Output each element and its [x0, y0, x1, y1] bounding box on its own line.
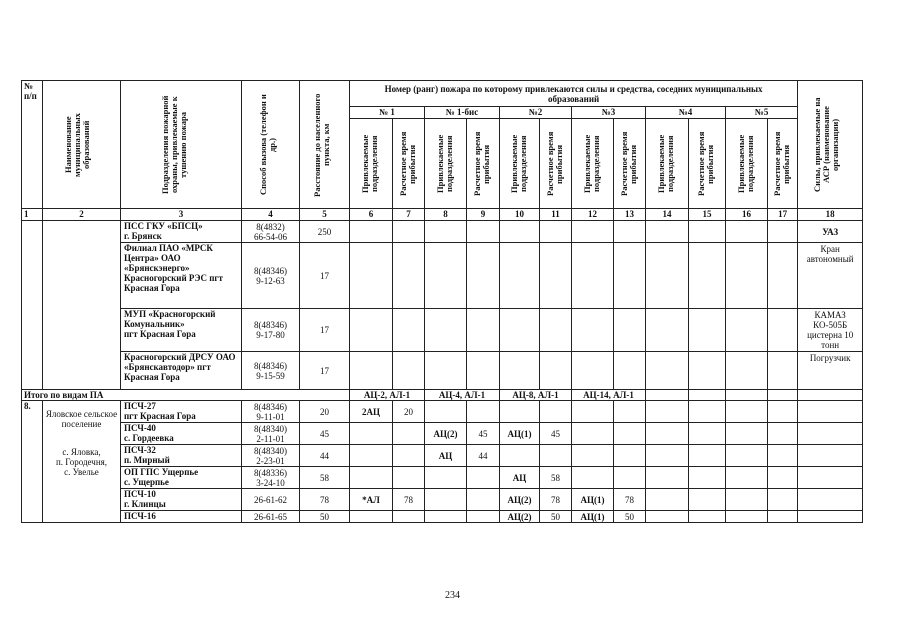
unit-distance: 58	[300, 467, 350, 489]
empty-cell	[393, 352, 425, 390]
empty-cell	[614, 221, 646, 243]
unit-phone: 8(48346) 9-12-63	[242, 243, 300, 309]
empty-cell	[798, 390, 863, 401]
col-number: 1	[22, 209, 43, 221]
header-distance: Расстояние до населенного пункта, км	[300, 81, 350, 209]
empty-cell	[540, 221, 572, 243]
unit-phone: 8(48340) 2-11-01	[242, 423, 300, 445]
header-rank-1bis: № 1-бис	[425, 107, 500, 119]
empty-cell	[726, 445, 768, 467]
time-cell	[540, 445, 572, 467]
totals-rank-2: АЦ-8, АЛ-1	[500, 390, 572, 401]
time-cell: 50	[614, 511, 646, 523]
unit-phone: 26-61-62	[242, 489, 300, 511]
header-sub-time: Расчетное время прибытия	[614, 119, 646, 209]
col-number: 16	[726, 209, 768, 221]
empty-cell	[467, 221, 500, 243]
empty-cell	[768, 489, 798, 511]
time-cell	[540, 401, 572, 423]
unit-name: ОП ГПС Ущерпье с. Ущерпье	[121, 467, 242, 489]
unit-phone: 26-61-65	[242, 511, 300, 523]
empty-cell	[689, 511, 726, 523]
header-units: Подразделения пожарной охраны, привлекаемые к тушению пожара	[121, 81, 242, 209]
unit-distance: 17	[300, 243, 350, 309]
header-municipality: Наименование муниципальных образований	[43, 81, 121, 209]
force-cell	[350, 445, 393, 467]
empty-cell	[726, 511, 768, 523]
empty-cell	[726, 390, 768, 401]
empty-cell	[646, 511, 689, 523]
empty-cell	[500, 243, 540, 309]
time-cell: 45	[540, 423, 572, 445]
empty-cell	[646, 390, 689, 401]
empty-cell	[689, 445, 726, 467]
empty-cell	[540, 309, 572, 352]
col-number: 12	[572, 209, 614, 221]
unit-name: ПСЧ-40 с. Гордеевка	[121, 423, 242, 445]
header-sub-units: Привлекаемые подразделения	[500, 119, 540, 209]
empty-cell	[646, 352, 689, 390]
totals-rank-1bis: АЦ-4, АЛ-1	[425, 390, 500, 401]
settlement-list: с. Яловка, п. Городечня, с. Увелье	[55, 447, 108, 477]
unit-name: ПСЧ-32 п. Мирный	[121, 445, 242, 467]
header-rank-title: Номер (ранг) пожара по которому привлекаются силы и средства, соседних муниципальных образований	[350, 81, 798, 107]
header-rank-5: №5	[726, 107, 798, 119]
col-number: 8	[425, 209, 467, 221]
force-cell: *АЛ	[350, 489, 393, 511]
empty-cell	[614, 352, 646, 390]
header-rank-1: № 1	[350, 107, 425, 119]
empty-cell	[689, 390, 726, 401]
totals-row	[22, 390, 863, 401]
force-cell	[350, 467, 393, 489]
section-8-row	[22, 489, 863, 511]
col-number: 6	[350, 209, 393, 221]
header-rank-3: №3	[572, 107, 646, 119]
header-sub-time: Расчетное время прибытия	[467, 119, 500, 209]
empty-cell	[500, 309, 540, 352]
empty-cell	[689, 243, 726, 309]
unit-distance: 17	[300, 309, 350, 352]
totals-rank-1: АЦ-2, АЛ-1	[350, 390, 425, 401]
header-sub-units: Привлекаемые подразделения	[572, 119, 614, 209]
empty-cell	[646, 309, 689, 352]
header-sub-units: Привлекаемые подразделения	[425, 119, 467, 209]
empty-cell	[467, 352, 500, 390]
col-number: 4	[242, 209, 300, 221]
empty-cell	[689, 467, 726, 489]
force-cell	[350, 511, 393, 523]
force-cell: 2АЦ	[350, 401, 393, 423]
empty-cell	[726, 309, 768, 352]
col-number: 3	[121, 209, 242, 221]
force-cell	[425, 511, 467, 523]
empty-cell	[768, 467, 798, 489]
empty-cell	[425, 221, 467, 243]
unit-phone: 8(48346) 9-15-59	[242, 352, 300, 390]
time-cell: 78	[393, 489, 425, 511]
header-num: № п/п	[22, 81, 43, 209]
support-unit-row	[22, 243, 863, 309]
unit-name: Филиал ПАО «МРСК Центра» ОАО «Брянскэнерго» Красногорский РЭС пгт Красная Гора	[121, 243, 242, 309]
empty-cell	[500, 221, 540, 243]
time-cell	[467, 467, 500, 489]
col-number: 17	[768, 209, 798, 221]
time-cell: 44	[467, 445, 500, 467]
header-rank-2: №2	[500, 107, 572, 119]
empty-cell	[726, 423, 768, 445]
force-cell: АЦ(2)	[500, 511, 540, 523]
force-cell	[572, 467, 614, 489]
empty-cell	[726, 243, 768, 309]
empty-cell	[689, 489, 726, 511]
force-cell: АЦ	[500, 467, 540, 489]
force-cell	[425, 467, 467, 489]
empty-asr-cell	[798, 467, 863, 489]
time-cell	[614, 423, 646, 445]
unit-phone: 8(4832) 66-54-06	[242, 221, 300, 243]
page-number: 234	[445, 590, 460, 601]
time-cell	[393, 445, 425, 467]
unit-distance: 20	[300, 401, 350, 423]
empty-num-cell	[22, 221, 43, 390]
empty-cell	[689, 401, 726, 423]
empty-cell	[425, 352, 467, 390]
empty-asr-cell	[798, 401, 863, 423]
header-sub-time: Расчетное время прибытия	[689, 119, 726, 209]
empty-cell	[726, 401, 768, 423]
force-cell: АЦ(1)	[500, 423, 540, 445]
totals-block	[22, 390, 863, 401]
empty-cell	[572, 243, 614, 309]
time-cell	[614, 467, 646, 489]
unit-distance: 17	[300, 352, 350, 390]
asr-vehicle: УАЗ	[798, 221, 863, 243]
support-units-block	[22, 221, 863, 390]
unit-distance: 78	[300, 489, 350, 511]
force-cell	[500, 401, 540, 423]
force-cell	[425, 401, 467, 423]
time-cell	[467, 511, 500, 523]
unit-distance: 45	[300, 423, 350, 445]
empty-cell	[614, 309, 646, 352]
empty-cell	[726, 489, 768, 511]
municipality-name: Яловское сельское поселение	[45, 409, 118, 429]
force-cell: АЦ	[425, 445, 467, 467]
empty-cell	[393, 309, 425, 352]
unit-phone: 8(48346) 9-11-01	[242, 401, 300, 423]
time-cell: 45	[467, 423, 500, 445]
empty-cell	[540, 243, 572, 309]
unit-phone: 8(48346) 9-17-80	[242, 309, 300, 352]
time-cell: 50	[540, 511, 572, 523]
unit-name: ПСЧ-10 г. Клинцы	[121, 489, 242, 511]
col-number: 18	[798, 209, 863, 221]
empty-cell	[500, 352, 540, 390]
empty-cell	[350, 221, 393, 243]
totals-label: Итого по видам ПА	[22, 390, 350, 401]
asr-vehicle: Погрузчик	[798, 352, 863, 390]
time-cell	[393, 423, 425, 445]
unit-name: МУП «Красногорский Комунальник» пгт Красная Гора	[121, 309, 242, 352]
empty-cell	[726, 221, 768, 243]
empty-cell	[540, 352, 572, 390]
section-8-row	[22, 423, 863, 445]
empty-cell	[768, 390, 798, 401]
col-number: 11	[540, 209, 572, 221]
section-8-row	[22, 467, 863, 489]
empty-cell	[768, 309, 798, 352]
empty-cell	[467, 309, 500, 352]
support-unit-row	[22, 221, 863, 243]
empty-cell	[768, 401, 798, 423]
empty-cell	[393, 221, 425, 243]
header-asr: Силы, привлекаемые на АСР (наименование организации)	[798, 81, 863, 209]
asr-vehicle: Кран автономный	[798, 243, 863, 309]
col-number: 14	[646, 209, 689, 221]
header-sub-time: Расчетное время прибытия	[768, 119, 798, 209]
empty-cell	[572, 221, 614, 243]
empty-cell	[467, 243, 500, 309]
empty-cell	[768, 423, 798, 445]
empty-cell	[689, 352, 726, 390]
section-8-block	[22, 401, 863, 523]
col-number: 9	[467, 209, 500, 221]
unit-name: Красногорский ДРСУ ОАО «Брянскавтодор» пгт Красная Гора	[121, 352, 242, 390]
empty-cell	[646, 423, 689, 445]
time-cell: 20	[393, 401, 425, 423]
force-cell: АЦ(2)	[425, 423, 467, 445]
empty-cell	[768, 511, 798, 523]
time-cell: 78	[540, 489, 572, 511]
time-cell	[393, 467, 425, 489]
empty-cell	[350, 243, 393, 309]
section-8-row	[22, 401, 863, 423]
totals-rank-3: АЦ-14, АЛ-1	[572, 390, 646, 401]
time-cell	[393, 511, 425, 523]
header-sub-time: Расчетное время прибытия	[393, 119, 425, 209]
empty-cell	[393, 243, 425, 309]
col-number: 15	[689, 209, 726, 221]
empty-cell	[646, 221, 689, 243]
empty-asr-cell	[798, 445, 863, 467]
empty-cell	[689, 423, 726, 445]
empty-cell	[768, 221, 798, 243]
empty-cell	[646, 489, 689, 511]
empty-cell	[689, 221, 726, 243]
time-cell: 78	[614, 489, 646, 511]
empty-cell	[350, 352, 393, 390]
header-sub-units: Привлекаемые подразделения	[726, 119, 768, 209]
empty-asr-cell	[798, 423, 863, 445]
unit-name: ПСЧ-16	[121, 511, 242, 523]
fire-response-table	[21, 80, 863, 523]
empty-cell	[572, 352, 614, 390]
force-cell	[572, 445, 614, 467]
force-cell	[572, 401, 614, 423]
col-number: 13	[614, 209, 646, 221]
col-number: 2	[43, 209, 121, 221]
municipality-cell	[43, 401, 121, 523]
col-number: 7	[393, 209, 425, 221]
section-8-row	[22, 445, 863, 467]
empty-cell	[646, 401, 689, 423]
empty-cell	[726, 467, 768, 489]
time-cell	[467, 401, 500, 423]
unit-name: ПСС ГКУ «БПСЦ» г. Брянск	[121, 221, 242, 243]
empty-cell	[646, 243, 689, 309]
empty-cell	[768, 352, 798, 390]
header-sub-time: Расчетное время прибытия	[540, 119, 572, 209]
unit-distance: 44	[300, 445, 350, 467]
col-number: 5	[300, 209, 350, 221]
header-sub-units: Привлекаемые подразделения	[646, 119, 689, 209]
empty-cell	[425, 243, 467, 309]
force-cell: АЦ(1)	[572, 511, 614, 523]
section-number: 8.	[22, 401, 43, 523]
section-8-row	[22, 511, 863, 523]
header-rank-4: №4	[646, 107, 726, 119]
empty-cell	[646, 467, 689, 489]
empty-cell	[726, 352, 768, 390]
header-sub-units: Привлекаемые подразделения	[350, 119, 393, 209]
time-cell	[614, 401, 646, 423]
header-call-method: Способ вызова (телефон и др.)	[242, 81, 300, 209]
empty-cell	[689, 309, 726, 352]
empty-cell	[425, 309, 467, 352]
support-unit-row	[22, 352, 863, 390]
empty-cell	[614, 243, 646, 309]
empty-cell	[646, 445, 689, 467]
empty-asr-cell	[798, 511, 863, 523]
unit-phone: 8(48340) 2-23-01	[242, 445, 300, 467]
empty-cell	[572, 309, 614, 352]
col-number: 10	[500, 209, 540, 221]
empty-cell	[350, 309, 393, 352]
unit-distance: 250	[300, 221, 350, 243]
empty-cell	[768, 445, 798, 467]
force-cell: АЦ(2)	[500, 489, 540, 511]
force-cell	[425, 489, 467, 511]
empty-municipality-cell	[43, 221, 121, 390]
force-cell	[350, 423, 393, 445]
unit-name: ПСЧ-27 пгт Красная Гора	[121, 401, 242, 423]
time-cell	[467, 489, 500, 511]
unit-phone: 8(48336) 3-24-10	[242, 467, 300, 489]
empty-cell	[768, 243, 798, 309]
empty-asr-cell	[798, 489, 863, 511]
force-cell	[572, 423, 614, 445]
support-unit-row	[22, 309, 863, 352]
time-cell: 58	[540, 467, 572, 489]
force-cell: АЦ(1)	[572, 489, 614, 511]
asr-vehicle: КАМАЗ КО-505Б цистерна 10 тонн	[798, 309, 863, 352]
unit-distance: 50	[300, 511, 350, 523]
time-cell	[614, 445, 646, 467]
force-cell	[500, 445, 540, 467]
